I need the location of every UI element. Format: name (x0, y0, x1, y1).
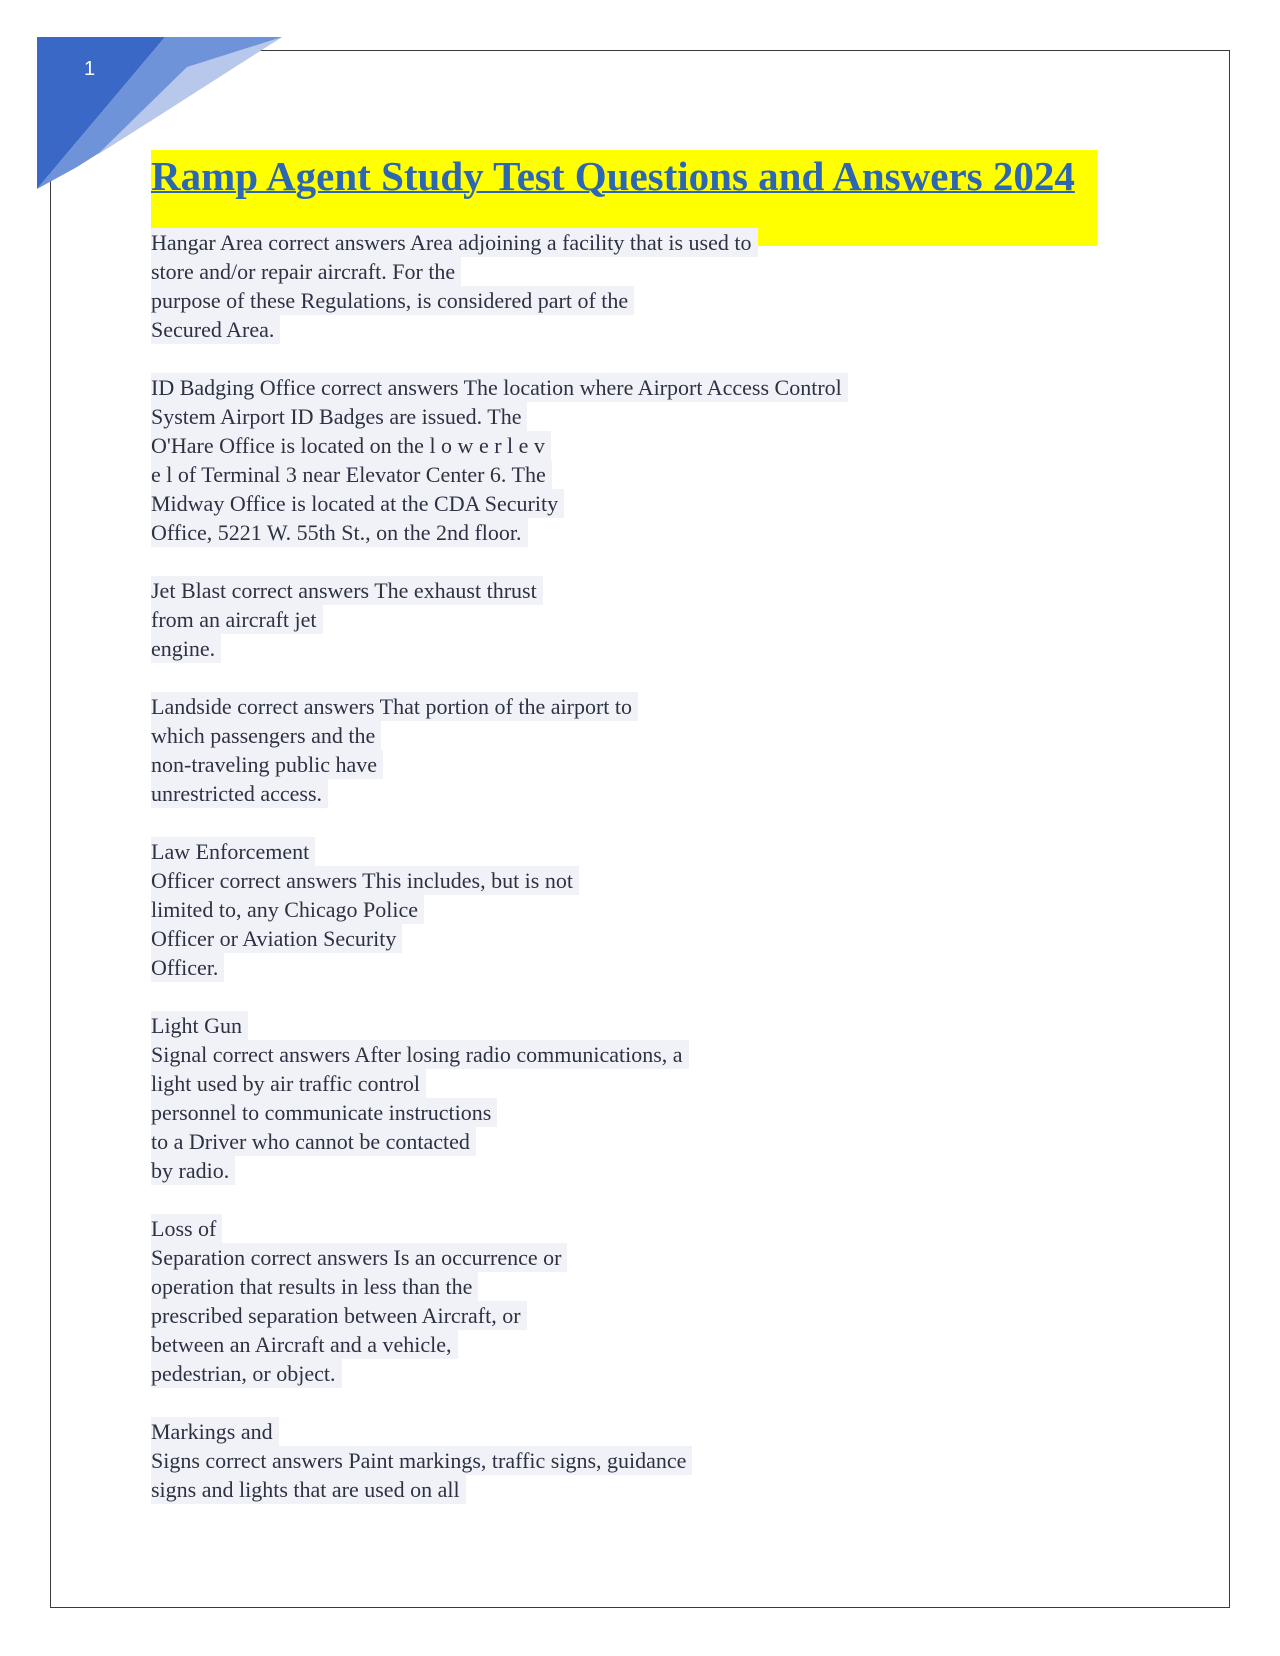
qa-entry-line: Loss of (151, 1214, 222, 1243)
qa-entry-line: Hangar Area correct answers Area adjoining a facility that is used to (151, 228, 758, 257)
qa-entry-line: personnel to communicate instructions (151, 1098, 497, 1127)
qa-entry-line: Markings and (151, 1417, 279, 1446)
qa-entry-line: engine. (151, 634, 221, 663)
qa-entry-line: Office, 5221 W. 55th St., on the 2nd floor. (151, 518, 528, 547)
qa-entry-line: store and/or repair aircraft. For the (151, 257, 461, 286)
qa-entry-line: O'Hare Office is located on the l o w e r l e v (151, 431, 551, 460)
qa-entry (151, 692, 1111, 808)
qa-entry-line: purpose of these Regulations, is considered part of the (151, 286, 634, 315)
qa-entry-line: Jet Blast correct answers The exhaust thrust (151, 576, 543, 605)
qa-entry-line: operation that results in less than the (151, 1272, 478, 1301)
qa-entry-line: Officer correct answers This includes, but is not (151, 866, 579, 895)
qa-entry-line: Landside correct answers That portion of the airport to (151, 692, 638, 721)
qa-entry (151, 576, 1111, 663)
qa-entry-line: Secured Area. (151, 315, 280, 344)
qa-entry-line: Midway Office is located at the CDA Security (151, 489, 564, 518)
qa-entry-line: unrestricted access. (151, 779, 328, 808)
qa-entry-line: to a Driver who cannot be contacted (151, 1127, 476, 1156)
qa-entry (151, 228, 1111, 344)
qa-entry (151, 373, 1111, 547)
qa-entry-line: pedestrian, or object. (151, 1359, 342, 1388)
qa-entry-line: which passengers and the (151, 721, 381, 750)
page-number: 1 (84, 58, 96, 80)
qa-entry-line: limited to, any Chicago Police (151, 895, 424, 924)
qa-entry-line: Light Gun (151, 1011, 248, 1040)
qa-entry-line: prescribed separation between Aircraft, or (151, 1301, 527, 1330)
qa-entry-line: Signal correct answers After losing radio communications, a (151, 1040, 689, 1069)
qa-entries (151, 228, 1111, 1533)
page-title[interactable]: Ramp Agent Study Test Questions and Answers 2024 (151, 153, 1075, 199)
qa-entry-line: from an aircraft jet (151, 605, 323, 634)
qa-entry (151, 837, 1111, 982)
qa-entry-line: e l of Terminal 3 near Elevator Center 6. The (151, 460, 552, 489)
qa-entry-line: between an Aircraft and a vehicle, (151, 1330, 458, 1359)
qa-entry-line: Officer. (151, 953, 224, 982)
qa-entry (151, 1011, 1111, 1185)
qa-entry-line: light used by air traffic control (151, 1069, 426, 1098)
qa-entry-line: Separation correct answers Is an occurrence or (151, 1243, 567, 1272)
qa-entry-line: Signs correct answers Paint markings, traffic signs, guidance (151, 1446, 692, 1475)
qa-entry-line: ID Badging Office correct answers The location where Airport Access Control (151, 373, 848, 402)
qa-entry-line: System Airport ID Badges are issued. The (151, 402, 527, 431)
qa-entry-line: by radio. (151, 1156, 235, 1185)
qa-entry-line: signs and lights that are used on all (151, 1475, 466, 1504)
qa-entry-line: Law Enforcement (151, 837, 315, 866)
qa-entry (151, 1214, 1111, 1388)
qa-entry-line: Officer or Aviation Security (151, 924, 402, 953)
qa-entry-line: non-traveling public have (151, 750, 383, 779)
qa-entry (151, 1417, 1111, 1504)
